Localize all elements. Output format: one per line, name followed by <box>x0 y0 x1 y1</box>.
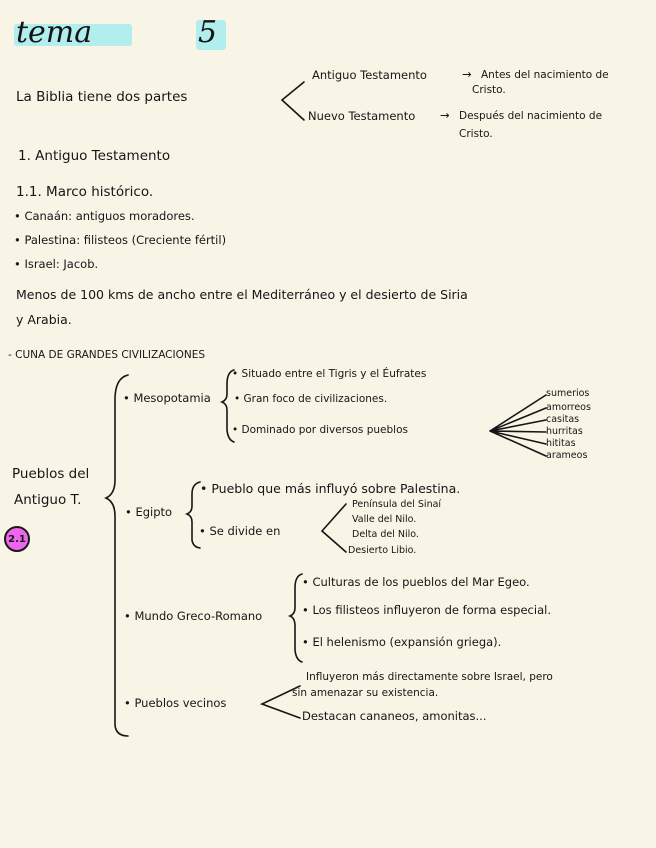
egipto-region: Desierto Libio. <box>348 545 417 556</box>
vecinos-line: sin amenazar su existencia. <box>292 687 439 699</box>
old-testament-name: Antiguo Testamento <box>312 68 427 82</box>
greco-item: • El helenismo (expansión griega). <box>302 635 502 649</box>
greco-item: • Los filisteos influyeron de forma especial. <box>302 603 551 617</box>
egipto-fan <box>322 504 346 552</box>
mesopotamia-people: arameos <box>546 450 588 461</box>
peoples-fan <box>490 395 546 456</box>
geo-line-2: y Arabia. <box>16 312 72 327</box>
mesopotamia-people: hurritas <box>546 426 583 437</box>
old-testament-desc: Antes del nacimiento de <box>481 69 609 81</box>
mesopotamia-people: casitas <box>546 414 580 425</box>
new-testament-desc-2: Cristo. <box>459 128 493 140</box>
egipto-item: • Pueblo que más influyó sobre Palestina. <box>200 481 461 496</box>
old-testament-desc-2: Cristo. <box>472 84 506 96</box>
bullet-israel: • Israel: Jacob. <box>14 257 99 271</box>
vecinos-line: Influyeron más directamente sobre Israel, pero <box>306 671 553 683</box>
intro-bracket <box>282 82 304 120</box>
mesopotamia-people: sumerios <box>546 388 590 399</box>
bullet-palestina: • Palestina: filisteos (Creciente fértil) <box>14 233 227 247</box>
geo-line-1: Menos de 100 kms de ancho entre el Mediterráneo y el desierto de Siria <box>16 287 468 302</box>
egipto-label: • Egipto <box>125 505 173 519</box>
page-title: tema <box>16 15 93 50</box>
mesopotamia-people: amorreos <box>546 402 591 413</box>
old-testament-arrow: → <box>462 67 472 81</box>
mesopotamia-label: • Mesopotamia <box>123 391 211 405</box>
greco-brace <box>290 574 302 662</box>
new-testament-arrow: → <box>440 108 450 122</box>
mesopotamia-item: • Gran foco de civilizaciones. <box>234 393 388 405</box>
egipto-region: Delta del Nilo. <box>352 529 419 540</box>
greco-item: • Culturas de los pueblos del Mar Egeo. <box>302 575 530 589</box>
section-badge: 2.1 <box>4 526 30 552</box>
egipto-region: Valle del Nilo. <box>352 514 417 525</box>
bullet-canaan: • Canaán: antiguos moradores. <box>14 209 195 223</box>
egipto-brace <box>187 482 200 548</box>
mesopotamia-people: hititas <box>546 438 576 449</box>
main-brace <box>106 375 128 736</box>
egipto-region: Península del Sinaí <box>352 499 442 510</box>
vecinos-line: Destacan cananeos, amonitas... <box>302 709 487 723</box>
page-title-number: 5 <box>198 15 218 50</box>
new-testament-name: Nuevo Testamento <box>308 109 416 123</box>
subsection-heading: 1.1. Marco histórico. <box>16 184 154 200</box>
mesopotamia-item: • Dominado por diversos pueblos <box>232 424 408 436</box>
vecinos-label: • Pueblos vecinos <box>124 696 227 710</box>
egipto-item: • Se divide en <box>199 524 281 538</box>
peoples-label-2: Antiguo T. <box>14 492 82 508</box>
peoples-label: Pueblos del <box>12 466 90 482</box>
greco-label: • Mundo Greco-Romano <box>124 609 263 623</box>
section-heading: 1. Antiguo Testamento <box>18 148 171 164</box>
cradle-heading: - CUNA DE GRANDES CIVILIZACIONES <box>8 349 206 361</box>
mesopotamia-item: • Situado entre el Tigris y el Éufrates <box>232 368 427 380</box>
new-testament-desc: Después del nacimiento de <box>459 110 603 122</box>
intro-text: La Biblia tiene dos partes <box>16 89 188 105</box>
